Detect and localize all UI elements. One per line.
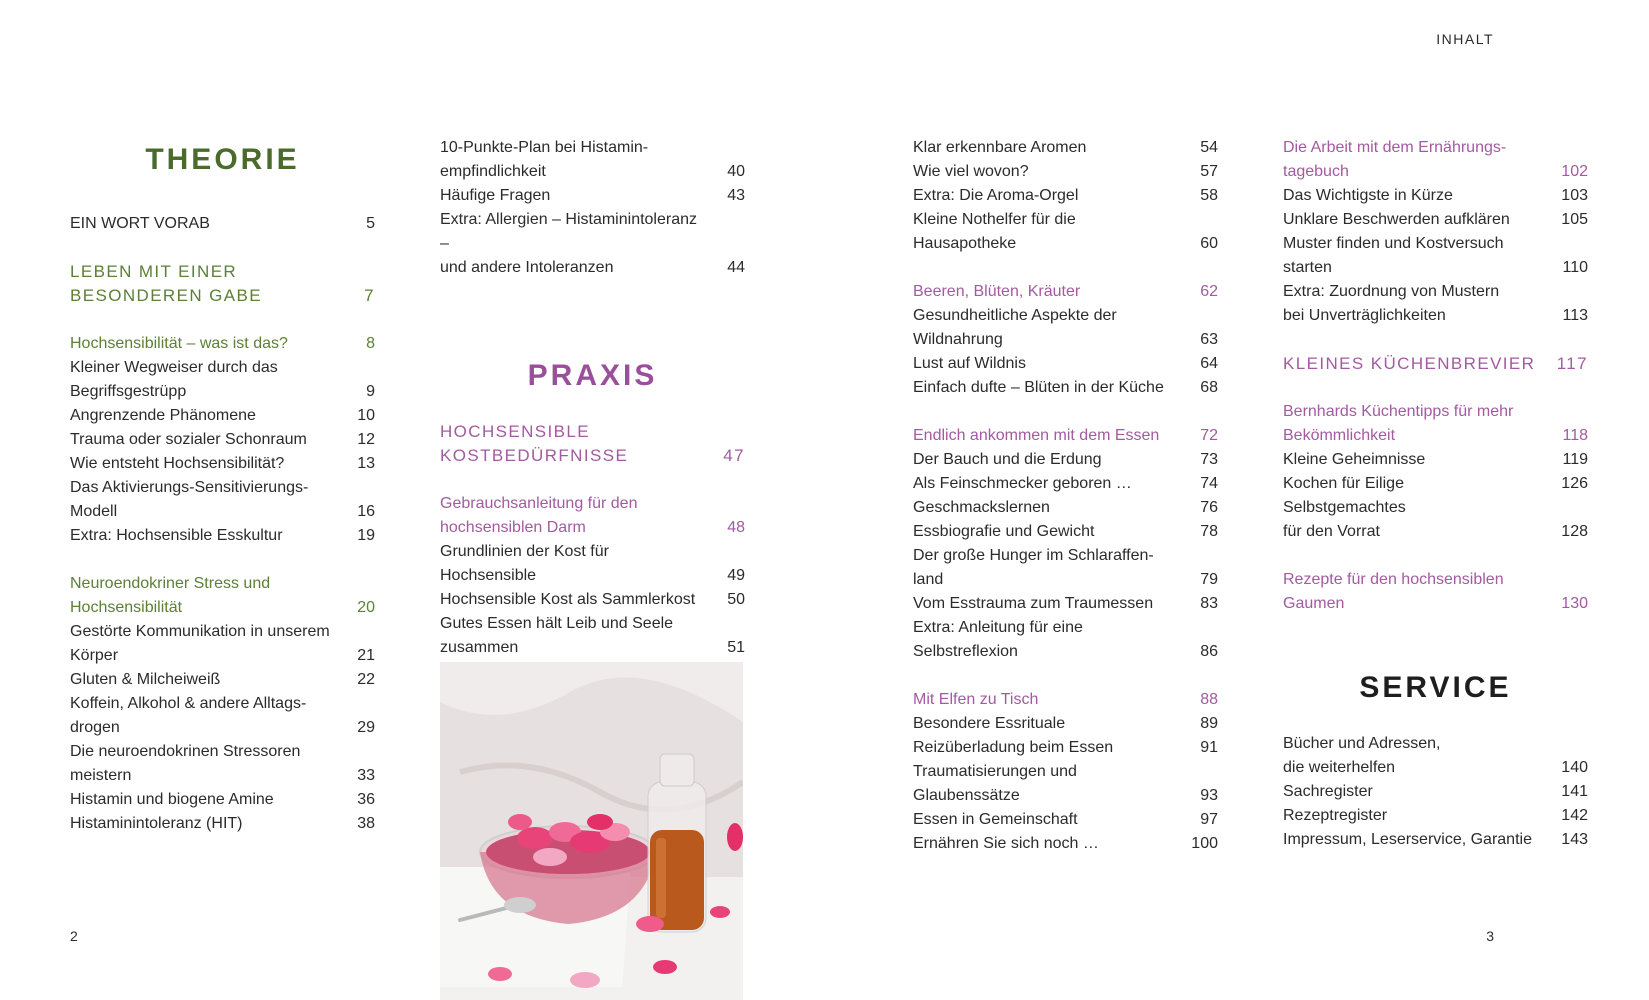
toc-subchapter[interactable]: Neuroendokriner Stress und Hochsensibilität 20 <box>70 575 375 616</box>
page-number-left: 2 <box>70 928 78 944</box>
toc-entry[interactable]: Traumatisierungen und Glaubenssätze 93 <box>913 763 1218 804</box>
toc-entry[interactable]: Klar erkennbare Aromen 54 <box>913 139 1218 156</box>
toc-entry[interactable]: Das Aktivierungs-Sensitivierungs- Modell 16 <box>70 479 375 520</box>
toc-subchapter[interactable]: Hochsensibilität – was ist das? 8 <box>70 335 375 352</box>
toc-entry[interactable]: Die neuroendokrinen Stressoren meistern 33 <box>70 743 375 784</box>
toc-entry[interactable]: Histamin und biogene Amine 36 <box>70 791 375 808</box>
toc-entry[interactable]: Kochen für Eilige 126 <box>1283 475 1588 492</box>
toc-entry[interactable]: Das Wichtigste in Kürze 103 <box>1283 187 1588 204</box>
toc-entry[interactable]: Gesundheitliche Aspekte der Wildnahrung 63 <box>913 307 1218 348</box>
toc-entry[interactable]: Gutes Essen hält Leib und Seele zusammen 51 <box>440 615 745 656</box>
heading-praxis: PRAXIS <box>527 359 658 392</box>
toc-entry[interactable]: Als Feinschmecker geboren … 74 <box>913 475 1218 492</box>
toc-entry[interactable]: Lust auf Wildnis 64 <box>913 355 1218 372</box>
toc-entry[interactable]: Trauma oder sozialer Schonraum 12 <box>70 431 375 448</box>
toc-subchapter[interactable]: Endlich ankommen mit dem Essen 72 <box>913 427 1218 444</box>
toc-entry[interactable]: 10-Punkte-Plan bei Histamin- empfindlichkeit 40 <box>440 139 745 180</box>
toc-column-3 <box>913 136 1218 856</box>
toc-entry[interactable]: Besondere Essrituale 89 <box>913 715 1218 732</box>
toc-entry[interactable]: Kleine Nothelfer für die Hausapotheke 60 <box>913 211 1218 252</box>
toc-entry[interactable]: Vom Esstrauma zum Traumessen 83 <box>913 595 1218 612</box>
toc-subchapter[interactable]: Mit Elfen zu Tisch 88 <box>913 691 1218 708</box>
toc-subchapter[interactable]: Rezepte für den hochsensiblen Gaumen 130 <box>1283 571 1588 612</box>
toc-entry[interactable]: Grundlinien der Kost für Hochsensible 49 <box>440 543 745 584</box>
toc-entry[interactable]: Kleiner Wegweiser durch das Begriffsgestrüpp 9 <box>70 359 375 400</box>
toc-entry[interactable]: Ernähren Sie sich noch … 100 <box>913 835 1218 852</box>
toc-entry[interactable]: Sachregister 141 <box>1283 783 1588 800</box>
toc-entry[interactable]: Häufige Fragen 43 <box>440 187 745 204</box>
toc-chapter[interactable]: LEBEN MIT EINER BESONDEREN GABE 7 <box>70 262 375 305</box>
toc-subchapter[interactable]: Die Arbeit mit dem Ernährungs- tagebuch 102 <box>1283 139 1588 180</box>
toc-entry[interactable]: Gluten & Milcheiweiß 22 <box>70 671 375 688</box>
toc-entry[interactable]: Extra: Die Aroma-Orgel 58 <box>913 187 1218 204</box>
toc-column-1 <box>70 136 375 836</box>
toc-entry[interactable]: Reizüberladung beim Essen 91 <box>913 739 1218 756</box>
photo-illustration <box>440 662 743 1000</box>
toc-entry[interactable]: Extra: Zuordnung von Mustern bei Unverträglichkeiten 113 <box>1283 283 1588 324</box>
section-header: INHALT <box>1436 31 1494 47</box>
toc-chapter[interactable]: HOCHSENSIBLE KOSTBEDÜRFNISSE 47 <box>440 422 745 465</box>
page-number-right: 3 <box>1486 928 1494 944</box>
toc-chapter[interactable]: KLEINES KÜCHENBREVIER 117 <box>1283 354 1588 373</box>
heading-service: SERVICE <box>1359 671 1512 704</box>
toc-entry[interactable]: Der große Hunger im Schlaraffen- land 79 <box>913 547 1218 588</box>
toc-entry[interactable]: Koffein, Alkohol & andere Alltags- drogen 29 <box>70 695 375 736</box>
toc-entry[interactable]: Histaminintoleranz (HIT) 38 <box>70 815 375 832</box>
toc-entry[interactable]: Wie entsteht Hochsensibilität? 13 <box>70 455 375 472</box>
toc-column-4 <box>1283 136 1588 852</box>
toc-entry[interactable]: Impressum, Leserservice, Garantie 143 <box>1283 831 1588 848</box>
toc-entry[interactable]: Gestörte Kommunikation in unserem Körper 21 <box>70 623 375 664</box>
heading-theorie: THEORIE <box>145 143 300 176</box>
toc-entry[interactable]: Kleine Geheimnisse 119 <box>1283 451 1588 468</box>
toc-entry[interactable]: Extra: Anleitung für eine Selbstreflexion 86 <box>913 619 1218 660</box>
toc-entry[interactable]: Rezeptregister 142 <box>1283 807 1588 824</box>
toc-entry[interactable]: Wie viel wovon? 57 <box>913 163 1218 180</box>
toc-subchapter[interactable]: Beeren, Blüten, Kräuter 62 <box>913 283 1218 300</box>
toc-entry[interactable]: Essen in Gemeinschaft 97 <box>913 811 1218 828</box>
toc-entry[interactable]: Selbstgemachtes für den Vorrat 128 <box>1283 499 1588 540</box>
toc-column-2 <box>440 136 745 660</box>
toc-entry[interactable]: Muster finden und Kostversuch starten 110 <box>1283 235 1588 276</box>
toc-entry[interactable]: Extra: Hochsensible Esskultur 19 <box>70 527 375 544</box>
rose-petal-photo <box>440 662 743 1000</box>
toc-entry[interactable]: Bücher und Adressen, die weiterhelfen 140 <box>1283 735 1588 776</box>
toc-entry[interactable]: Angrenzende Phänomene 10 <box>70 407 375 424</box>
toc-entry[interactable]: Extra: Allergien – Histaminintoleranz – und andere Intoleranzen 44 <box>440 211 745 276</box>
toc-entry[interactable]: Der Bauch und die Erdung 73 <box>913 451 1218 468</box>
toc-entry[interactable]: Essbiografie und Gewicht 78 <box>913 523 1218 540</box>
toc-entry[interactable]: EIN WORT VORAB 5 <box>70 215 375 232</box>
toc-subchapter[interactable]: Bernhards Küchentipps für mehr Bekömmlichkeit 118 <box>1283 403 1588 444</box>
toc-entry[interactable]: Hochsensible Kost als Sammlerkost 50 <box>440 591 745 608</box>
toc-entry[interactable]: Geschmackslernen 76 <box>913 499 1218 516</box>
toc-entry[interactable]: Einfach dufte – Blüten in der Küche 68 <box>913 379 1218 396</box>
toc-subchapter[interactable]: Gebrauchsanleitung für den hochsensiblen Darm 48 <box>440 495 745 536</box>
toc-entry[interactable]: Unklare Beschwerden aufklären 105 <box>1283 211 1588 228</box>
